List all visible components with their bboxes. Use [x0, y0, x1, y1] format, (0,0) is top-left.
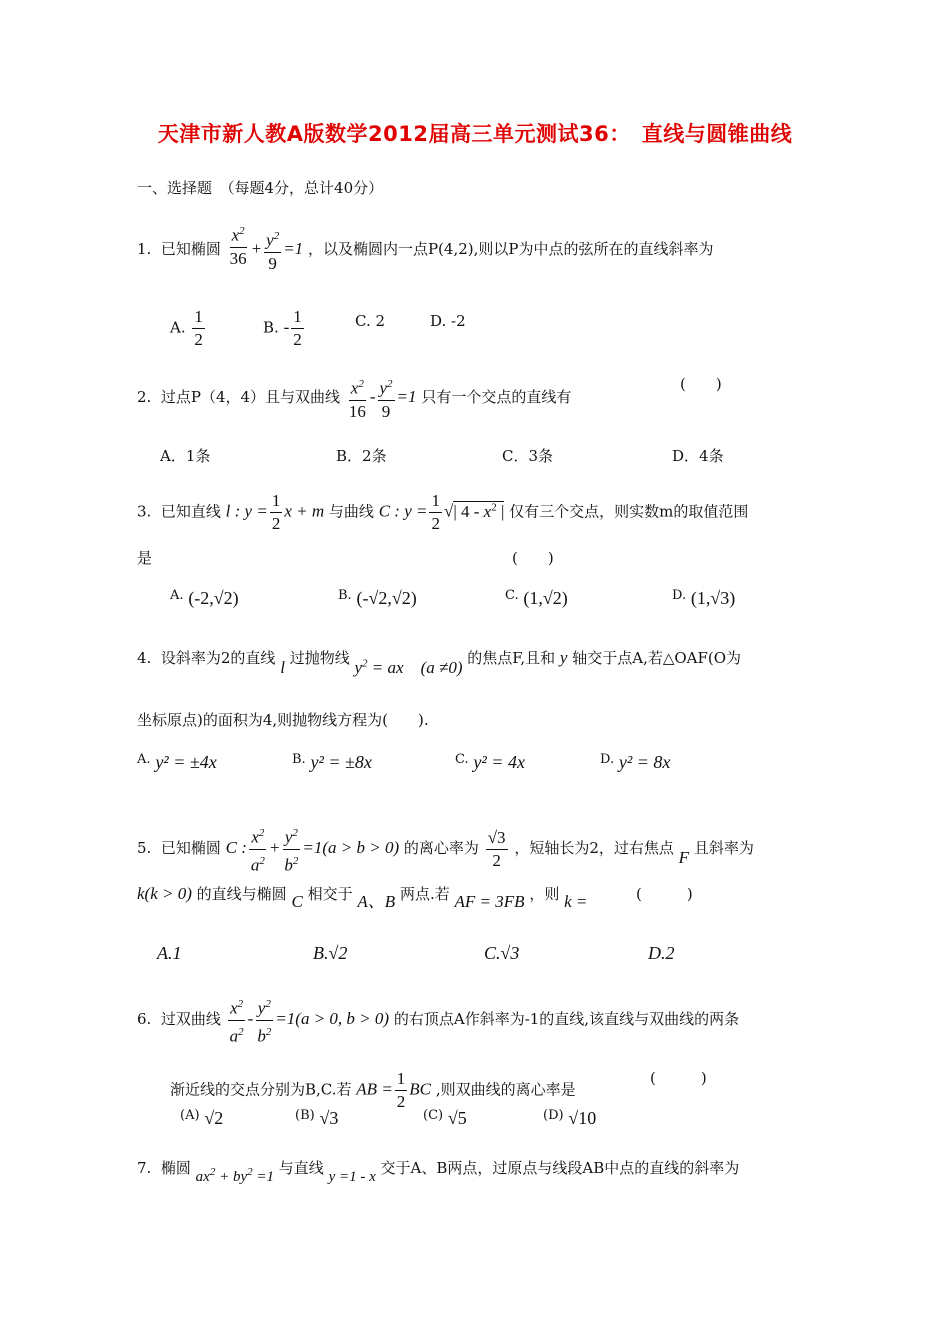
option-c: C．3条 [502, 447, 554, 465]
answer-paren: ( ) [636, 885, 693, 903]
formula-fraction: $\frac{1}{2}$ [431, 491, 440, 533]
question-5: 5. 已知椭圆 C : $\frac{x^2}{a^2}$ + $\frac{y^2}{b^2}$ =1(a > b > 0) 的离心率为 $\frac{√3}{2}$ ，短轴长为2，过右焦点 F 且斜率为 [137, 822, 754, 876]
section-heading: 一、选择题 （每题4分，总计40分） [137, 179, 384, 197]
formula-fraction: $\frac{1}{2}$ [396, 1069, 406, 1111]
option-a: A. (-2,√2) [170, 588, 239, 608]
option-a: A. y² = ±4x [137, 752, 217, 772]
option-b: B. y² = ±8x [292, 752, 372, 772]
question-3: 3. 已知直线 l : y = $\frac{1}{2}$ x + m 与曲线 C : y = $\frac{1}{2}$ √| $4 - x^2$ | 仅有三个交点，则实数m的取值范围 [137, 491, 749, 533]
option-d: D. (1,√3) [672, 588, 736, 608]
option-d: D. y² = 8x [600, 752, 671, 772]
formula-fraction: $\frac{x^2}{16}$ [347, 373, 368, 423]
option-d: D.2 [648, 943, 675, 963]
option-b: B.√2 [313, 943, 348, 963]
formula-fraction: $\frac{y^2}{9}$ [378, 373, 395, 423]
option-c: C. y² = 4x [455, 752, 525, 772]
formula-fraction: $\frac{y^2}{9}$ [264, 225, 281, 275]
formula-fraction: $\frac{y^2}{b^2}$ [255, 993, 273, 1047]
option-c: C.√3 [484, 943, 520, 963]
option-c: (C) √5 [423, 1108, 467, 1128]
option-d: (D) √10 [543, 1108, 597, 1128]
option-a: A.1 [157, 943, 182, 963]
formula-fraction: $\frac{x^2}{36}$ [228, 220, 249, 270]
answer-paren: ( ) [512, 549, 554, 567]
option-d: D. -2 [430, 312, 466, 330]
option-value: $\frac{1}{2}$ [293, 307, 302, 349]
question-1: 1. 已知椭圆 $\frac{x^2}{36}$ + $\frac{y^2}{9}$ =1 ，以及椭圆内一点P(4,2),则以P为中点的弦所在的直线斜率为 [137, 225, 713, 275]
question-6: 6. 过双曲线 $\frac{x^2}{a^2}$ - $\frac{y^2}{b^2}$ =1(a > 0, b > 0) 的右顶点A作斜率为-1的直线,该直线与双曲线的两条 [137, 993, 739, 1047]
question-4-line2: 坐标原点)的面积为4,则抛物线方程为( ). [137, 711, 429, 729]
option-value: $\frac{1}{2}$ [194, 307, 203, 349]
formula-fraction: $\frac{y^2}{b^2}$ [282, 822, 300, 876]
question-5-line2: k(k > 0) 的直线与椭圆 C 相交于 A、B 两点.若 AF = 3FB ，则 k = [137, 884, 588, 911]
option-a: A. $\frac{1}{2}$ [170, 307, 203, 349]
formula-fraction: $\frac{x^2}{a^2}$ [249, 822, 267, 876]
question-2: 2. 过点P（4，4）且与双曲线 $\frac{x^2}{16}$ - $\frac{y^2}{9}$ =1 只有一个交点的直线有 [137, 373, 571, 423]
option-b: B. - $\frac{1}{2}$ [263, 307, 302, 349]
option-b: B. (-√2,√2) [338, 588, 417, 608]
answer-paren: ( ) [650, 1069, 707, 1087]
answer-paren: ( ) [680, 375, 722, 393]
question-3-line2: 是 [137, 549, 153, 567]
option-a: A．1条 [160, 447, 211, 465]
option-b: (B) √3 [295, 1108, 339, 1128]
option-b: B．2条 [336, 447, 387, 465]
option-d: D．4条 [672, 447, 724, 465]
question-6-line2: 渐近线的交点分别为B,C.若 AB = $\frac{1}{2}$ BC ,则双曲线的离心率是 [170, 1069, 576, 1111]
formula-fraction: $\frac{x^2}{a^2}$ [228, 993, 246, 1047]
question-4: 4. 设斜率为2的直线 l 过抛物线 $y^2$ = ax (a ≠0) 的焦点F,且和 y 轴交于点A,若△OAF(O为 [137, 648, 742, 677]
option-c: C. (1,√2) [505, 588, 568, 608]
formula-fraction: $\frac{1}{2}$ [271, 491, 281, 533]
option-a: (A) √2 [180, 1108, 224, 1128]
question-7: 7. 椭圆 $ax^2 + by^2 =1$ 与直线 y =1 - x 交于A、B两点，过原点与线段AB中点的直线的斜率为 [137, 1159, 740, 1185]
formula-fraction: $\frac{√3}{2}$ [487, 827, 506, 870]
option-c: C. 2 [355, 312, 386, 330]
page-title: 天津市新人教A版数学2012届高三单元测试36： 直线与圆锥曲线 [157, 122, 793, 146]
